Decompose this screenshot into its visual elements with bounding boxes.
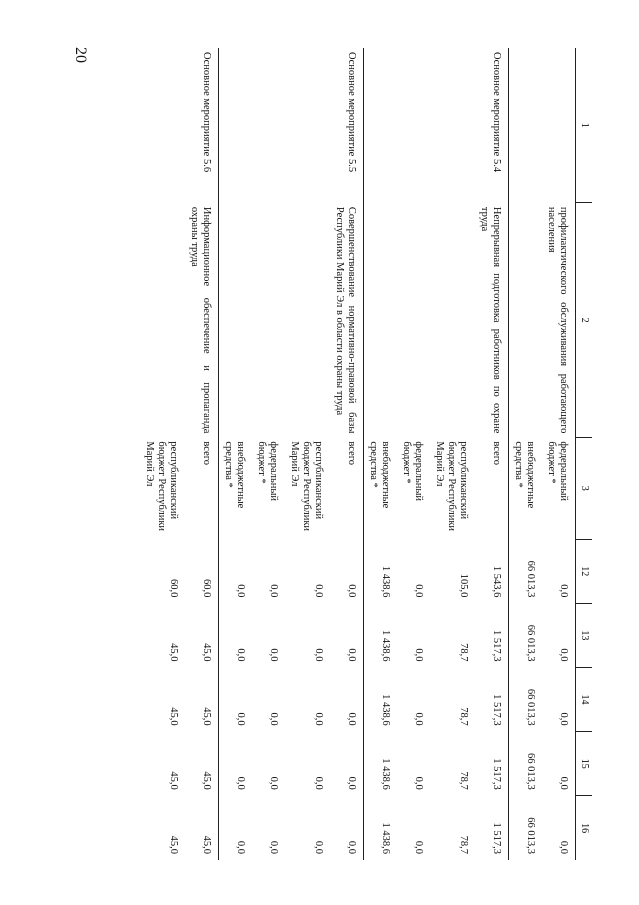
funding-source-cell: внебюджетные средства * [223,441,246,509]
value-cell-13: 0,0 [413,648,424,662]
funding-source-cell: внебюджетные средства * [513,441,536,509]
description-cell: Информационное обеспечение и пропаганда охраны труда [189,206,212,434]
value-cell-14: 1 517,3 [491,694,502,726]
activity-cell [219,48,253,203]
value-cell-15: 0,0 [413,776,424,790]
description-cell [285,203,330,438]
value-cell-13: 45,0 [201,643,212,662]
activity-cell: Основное мероприятие 5.4 [491,52,502,173]
activity-cell [140,48,185,203]
value-cell-16: 78,7 [458,835,469,854]
column-header: 2 [576,203,593,438]
column-header: 16 [576,796,593,860]
separator-line [363,48,364,860]
activity-cell [285,48,330,203]
value-cell-12: 66 013,3 [525,560,536,598]
value-cell-16: 0,0 [346,840,357,854]
value-cell-13: 0,0 [558,648,569,662]
separator-line [218,48,219,860]
value-cell-14: 0,0 [313,712,324,726]
value-cell-15: 0,0 [313,776,324,790]
row-separator [218,48,219,860]
value-cell-14: 78,7 [458,707,469,726]
column-header: 15 [576,732,593,796]
row-separator [363,48,364,860]
value-cell-16: 1 438,6 [380,822,391,854]
activity-cell [430,48,475,203]
value-cell-16: 0,0 [413,840,424,854]
value-cell-15: 45,0 [168,771,179,790]
value-cell-13: 0,0 [268,648,279,662]
value-cell-12: 60,0 [201,578,212,598]
funding-source-cell: республиканский бюджет Республики Марий Эл [289,441,324,532]
table-row [140,48,185,860]
activity-cell: Основное мероприятие 5.6 [201,52,212,173]
activity-cell [252,48,285,203]
value-cell-12: 0,0 [346,584,357,598]
value-cell-14: 45,0 [201,707,212,726]
value-cell-13: 1 438,6 [380,629,391,662]
table-row [219,48,253,860]
table-row [285,48,330,860]
value-cell-14: 0,0 [235,712,246,726]
value-cell-12: 105,0 [458,573,469,598]
description-cell [140,203,185,438]
table-row [509,48,543,860]
value-cell-12: 0,0 [268,584,279,598]
value-cell-13: 45,0 [168,643,179,662]
value-cell-16: 0,0 [313,840,324,854]
funding-source-cell: республиканский бюджет Республики Марий Эл [144,441,179,532]
value-cell-12: 1 438,6 [380,565,391,598]
column-header: 12 [576,539,593,603]
row-separator [508,48,509,860]
value-cell-15: 0,0 [235,776,246,790]
value-cell-16: 66 013,3 [525,817,536,854]
funding-source-cell: республиканский бюджет Республики Марий Эл [434,441,469,532]
value-cell-15: 66 013,3 [525,753,536,790]
budget-table [140,48,592,860]
value-cell-15: 0,0 [268,776,279,790]
activity-cell [509,48,543,203]
funding-source-cell: всего [201,441,212,466]
column-header: 1 [576,48,593,203]
table-row [475,48,508,860]
value-cell-12: 0,0 [313,584,324,598]
value-cell-14: 0,0 [346,712,357,726]
value-cell-16: 0,0 [268,840,279,854]
value-cell-16: 0,0 [558,840,569,854]
separator-line [508,48,509,860]
value-cell-14: 0,0 [413,712,424,726]
value-cell-12: 0,0 [413,584,424,598]
table-row [364,48,398,860]
value-cell-15: 78,7 [458,771,469,790]
value-cell-13: 0,0 [313,648,324,662]
funding-source-cell: федеральный бюджет * [546,441,569,502]
value-cell-16: 45,0 [201,835,212,854]
value-cell-15: 1 438,6 [380,758,391,790]
value-cell-13: 0,0 [235,648,246,662]
activity-cell: Основное мероприятие 5.5 [346,52,357,173]
description-cell [219,203,253,438]
column-header: 13 [576,603,593,667]
value-cell-14: 1 438,6 [380,694,391,726]
value-cell-12: 0,0 [558,584,569,598]
value-cell-12: 1 543,6 [491,565,502,598]
value-cell-13: 1 517,3 [491,629,502,662]
description-cell: профилактического обслуживания работающего населения [546,206,569,434]
value-cell-15: 45,0 [201,771,212,790]
funding-source-cell: федеральный бюджет * [256,441,279,502]
value-cell-16: 45,0 [168,835,179,854]
value-cell-15: 0,0 [346,776,357,790]
description-cell [509,203,543,438]
funding-source-cell: внебюджетные средства * [368,441,391,509]
page-number: 20 [72,47,89,63]
value-cell-14: 45,0 [168,707,179,726]
value-cell-13: 66 013,3 [525,624,536,662]
table-row [330,48,363,860]
table-row [430,48,475,860]
activity-cell [397,48,430,203]
value-cell-16: 1 517,3 [491,822,502,854]
value-cell-12: 60,0 [168,578,179,598]
rotated-table-container [100,48,592,860]
description-cell [430,203,475,438]
value-cell-16: 0,0 [235,840,246,854]
value-cell-14: 0,0 [268,712,279,726]
description-cell [397,203,430,438]
value-cell-13: 0,0 [346,648,357,662]
column-header: 3 [576,437,593,539]
table-row [185,48,218,860]
funding-source-cell: федеральный бюджет * [401,441,424,502]
description-cell: Непрерывная подготовка работников по охране труда [479,206,502,434]
activity-cell [542,48,576,203]
table-row [397,48,430,860]
table-row [542,48,576,860]
value-cell-15: 0,0 [558,776,569,790]
description-cell: Совершенствование нормативно-правовой базы Республики Марий Эл в области охраны труда [334,206,357,434]
table-row [252,48,285,860]
funding-source-cell: всего [346,441,357,466]
value-cell-14: 0,0 [558,712,569,726]
column-header-row [576,48,593,860]
activity-cell [364,48,398,203]
value-cell-15: 1 517,3 [491,758,502,790]
value-cell-13: 78,7 [458,643,469,662]
value-cell-14: 66 013,3 [525,688,536,726]
description-cell [252,203,285,438]
funding-source-cell: всего [491,441,502,466]
value-cell-12: 0,0 [235,584,246,598]
column-header: 14 [576,667,593,731]
description-cell [364,203,398,438]
